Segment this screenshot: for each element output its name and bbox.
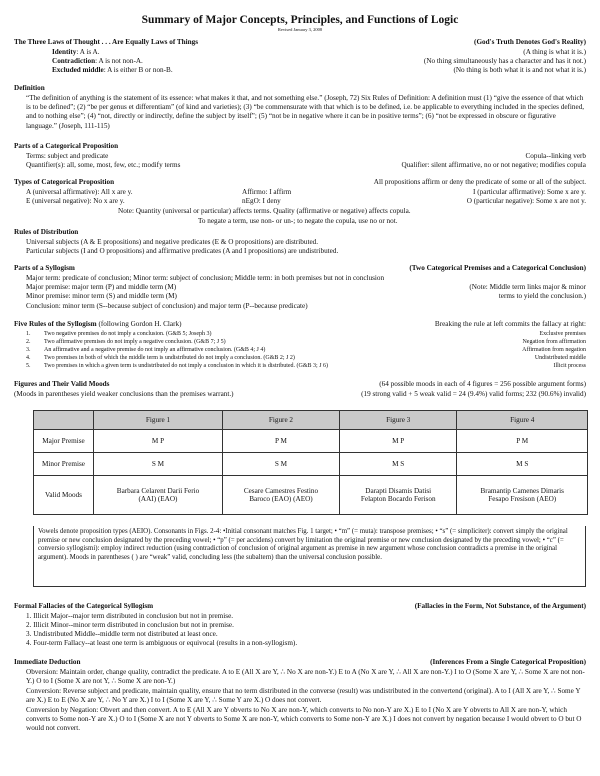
table-cell: Bramantip Camenes Dimaris Fesapo Fresison (AEO) xyxy=(457,476,588,515)
rule-text: Two premises in both of which the middle term is undistributed do not imply a conclusion. (G&B 2; J 2) xyxy=(44,355,295,361)
table-cell: M P xyxy=(94,430,223,453)
table-cell: M S xyxy=(339,453,457,476)
vowels-note: Vowels denote proposition types (AEIO). Consonants in Figs. 2-4: •Initial consonant matches Fig. 1 target; • “m” (= muta): transpose premises; • “s” (= simpliciter): convert simply the original premise or new conclusion designated by the preceding vowel; • “p” (= per accidens) convert by limitation the original premise or new conclusion designated by the preceding vowel; • “c” (= conversio syllogismi): employ indirect reduction (using contradiction of conclusion of original argument as premise in new argument whose conclusion contradicts a premise in the original argument). Moods in parentheses ( ) are “weak” valid, concluding less (the subaltern) than the universal conclusion possible. xyxy=(33,526,586,587)
syllogism-note-2: terms to yield the conclusion.) xyxy=(498,292,586,300)
syllogism-note-1: (Note: Middle term links major & minor xyxy=(469,283,586,291)
table-row xyxy=(34,430,588,453)
law-identity: Identity: A is A. xyxy=(52,48,100,56)
table-cell: P M xyxy=(222,430,339,453)
rule-fallacy: Undistributed middle xyxy=(534,355,586,361)
syllogism-right-heading: (Two Categorical Premises and a Categorical Conclusion) xyxy=(409,264,586,272)
table-cell: S M xyxy=(222,453,339,476)
fallacies-heading: Formal Fallacies of the Categorical Syllogism xyxy=(14,602,154,610)
definition-heading: Definition xyxy=(14,84,45,92)
law-excluded-middle-right: (No thing is both what it is and not what it is.) xyxy=(453,66,586,74)
types-heading: Types of Categorical Proposition xyxy=(14,178,115,186)
table-row xyxy=(34,476,588,515)
rule-fallacy: Affirmation from negation xyxy=(522,347,586,353)
rule-text: Two premises in which a given term is undistributed do not imply a conclusion in which it is distributed. (G&B 3; J 6) xyxy=(44,363,329,369)
copula-line: Copula--linking verb xyxy=(525,152,586,160)
five-rules-heading: Five Rules of the Syllogism (following Gordon H. Clark) xyxy=(14,320,182,328)
rule-fallacy: Illicit process xyxy=(553,363,586,369)
figures-note-left: (Moods in parentheses yield weaker conclusions than the premises warrant.) xyxy=(14,390,234,398)
table-cell: P M xyxy=(457,430,588,453)
rule-number: 5. xyxy=(26,363,31,369)
fallacy-item: 2. Illicit Minor--minor term distributed in conclusion but not in premise. xyxy=(26,621,234,629)
conversion-negation-text: Conversion by Negation: Obvert and then convert. A to E (All X are Y obverts to No X are non-Y, which converts to No non-Y are X.) E to I (No X are Y obverts to All X are non-Y, which converts to Some non-Y are X.) O to I (Some X are not Y obverts to Some X are non-Y, which converts to Some non-Y are X.) I does not convert by negation because I would obvert to O but O would not convert. xyxy=(26,706,582,732)
parts-proposition-heading: Parts of a Categorical Proposition xyxy=(14,142,119,150)
table-row xyxy=(34,453,588,476)
mnemonic-affirmo: Affirmo: I affirm xyxy=(242,188,292,196)
syllogism-line-3: Minor premise: minor term (S) and middle term (M) xyxy=(26,292,177,300)
table-cell: Barbara Celarent Darii Ferio (AAI) (EAO) xyxy=(94,476,223,515)
revision-date: Revised January 3, 2008 xyxy=(277,27,323,32)
types-note-2: To negate a term, use non- or un-; to negate the copula, use no or not. xyxy=(198,217,398,225)
terms-line: Terms: subject and predicate xyxy=(26,152,109,160)
table-header-cell: Figure 2 xyxy=(222,411,339,430)
five-rules-right-heading: Breaking the rule at left commits the fallacy at right: xyxy=(434,320,586,328)
types-right-note: All propositions affirm or deny the predicate of some or all of the subject. xyxy=(373,178,586,186)
immediate-right-heading: (Inferences From a Single Categorical Proposition) xyxy=(430,658,586,666)
fallacy-item: 3. Undistributed Middle--middle term not distributed at least once. xyxy=(26,630,218,638)
quantifiers-line: Quantifier(s): all, some, most, few, etc.; modify terms xyxy=(26,161,181,169)
rule-fallacy: Negation from affirmation xyxy=(522,339,586,345)
syllogism-heading: Parts of a Syllogism xyxy=(14,264,75,272)
rule-text: Two negative premises do not imply a conclusion. (G&B 5; Joseph 3) xyxy=(44,331,212,337)
rule-number: 1. xyxy=(26,331,31,337)
figures-table xyxy=(33,410,588,515)
types-note-1: Note: Quantity (universal or particular) affects terms. Quality (affirmative or negative) affects copula. xyxy=(118,207,411,215)
fallacies-right-heading: (Fallacies in the Form, Not Substance, of the Argument) xyxy=(414,602,586,610)
qualifier-line: Qualifier: silent affirmative, no or not negative; modifies copula xyxy=(401,161,586,169)
syllogism-line-2: Major premise: major term (P) and middle term (M) xyxy=(26,283,177,291)
table-cell: Darapti Disamis Datisi Felapton Bocardo Ferison xyxy=(339,476,457,515)
rule-number: 4. xyxy=(26,355,31,361)
table-cell: Valid Moods xyxy=(34,476,94,515)
rule-number: 2. xyxy=(26,339,31,345)
type-e: E (universal negative): No x are y. xyxy=(26,197,125,205)
table-cell: Minor Premise xyxy=(34,453,94,476)
figures-note-right-2: (19 strong valid + 5 weak valid = 24 (9.4%) valid forms; 232 (90.6%) invalid) xyxy=(361,390,586,398)
table-cell: S M xyxy=(94,453,223,476)
distribution-line-1: Universal subjects (A & E propositions) and negative predicates (E & O propositions) are distributed. xyxy=(26,238,319,246)
fallacy-item: 4. Four-term Fallacy--at least one term is ambiguous or equivocal (results in a non-syllogism). xyxy=(26,639,298,647)
law-contradiction-right: (No thing simultaneously has a character and has it not.) xyxy=(423,57,586,65)
rule-text: An affirmative and a negative premise do not imply an affirmative conclusion. (G&B 4; J 4) xyxy=(44,347,266,353)
table-header-cell: Figure 1 xyxy=(94,411,223,430)
conversion-text: Conversion: Reverse subject and predicate, maintain quality, ensure that no term distributed in the converse (result) was undistributed in the convertend (original). A to I (All X are Y, ∴ Some Y are X.) E to E (No X are Y, ∴ No Y are X.) I to I (Some X are Y, ∴ Some Y are X.) O does not convert. xyxy=(26,687,581,704)
immediate-heading: Immediate Deduction xyxy=(14,658,81,666)
distribution-heading: Rules of Distribution xyxy=(14,228,79,236)
table-cell: Major Premise xyxy=(34,430,94,453)
mnemonic-nego: nEgO: I deny xyxy=(242,197,281,205)
type-a: A (universal affirmative): All x are y. xyxy=(26,188,133,196)
definition-text: “The definition of anything is the statement of its essence: what makes it that, and not something else.” (Joseph, 72) Six Rules of Definition: A definition must (1) “give the essence of that which is to be defined”; (2) “be per genus et differentiam” (of kind and varieties); (3) “be commensurate with that which is to be defined, i.e. be applicable to everything included in the species defined, and to nothing else”; (4) “not, directly or indirectly, define the subject by itself”; (5) “not be in negative where it can be in positive terms”; (6) “not be expressed in obscure or figurative language.” (Joseph, 111-115) xyxy=(26,94,585,130)
rule-text: Two affirmative premises do not imply a negative conclusion. (G&B 7; J 5) xyxy=(44,339,226,345)
figures-heading: Figures and Their Valid Moods xyxy=(14,380,110,388)
table-header-cell xyxy=(34,411,94,430)
figures-note-right-1: (64 possible moods in each of 4 figures = 256 possible argument forms) xyxy=(379,380,586,388)
syllogism-line-4: Conclusion: minor term (S--because subject of conclusion) and major term (P--because predicate) xyxy=(26,302,308,310)
laws-heading: The Three Laws of Thought . . . Are Equally Laws of Things xyxy=(14,38,199,46)
fallacy-item: 1. Illicit Major--major term distributed in conclusion but not in premise. xyxy=(26,612,234,620)
page-title: Summary of Major Concepts, Principles, and Functions of Logic xyxy=(141,14,459,26)
rule-number: 3. xyxy=(26,347,31,353)
type-o: O (particular negative): Some x are not y. xyxy=(466,197,586,205)
rule-fallacy: Exclusive premises xyxy=(539,331,586,337)
type-i: I (particular affirmative): Some x are y. xyxy=(473,188,586,196)
law-excluded-middle: Excluded middle: A is either B or non-B. xyxy=(52,66,173,74)
table-header-row xyxy=(34,411,588,430)
law-identity-right: (A thing is what it is.) xyxy=(523,48,586,56)
table-header-cell: Figure 4 xyxy=(457,411,588,430)
distribution-line-2: Particular subjects (I and O propositions) and affirmative predicates (A and I propositions) are undistributed. xyxy=(26,247,339,255)
syllogism-line-1: Major term: predicate of conclusion; Minor term: subject of conclusion; Middle term: in both premises but not in conclusion xyxy=(26,274,385,282)
table-cell: M P xyxy=(339,430,457,453)
laws-right-heading: (God's Truth Denotes God's Reality) xyxy=(474,38,586,46)
obversion-text: Obversion: Maintain order, change quality, contradict the predicate. A to E (All X are Y, ∴ No X are non-Y.) E to A (No X are Y, ∴ All X are non-Y.) I to O (Some X are Y, ∴ Some X are not non-Y.) O to I (Some X are not Y, ∴ Some X are non-Y.) xyxy=(26,668,585,685)
table-cell: M S xyxy=(457,453,588,476)
table-cell: Cesare Camestres Festino Baroco (EAO) (AEO) xyxy=(222,476,339,515)
law-contradiction: Contradiction: A is not non-A. xyxy=(52,57,143,65)
table-header-cell: Figure 3 xyxy=(339,411,457,430)
